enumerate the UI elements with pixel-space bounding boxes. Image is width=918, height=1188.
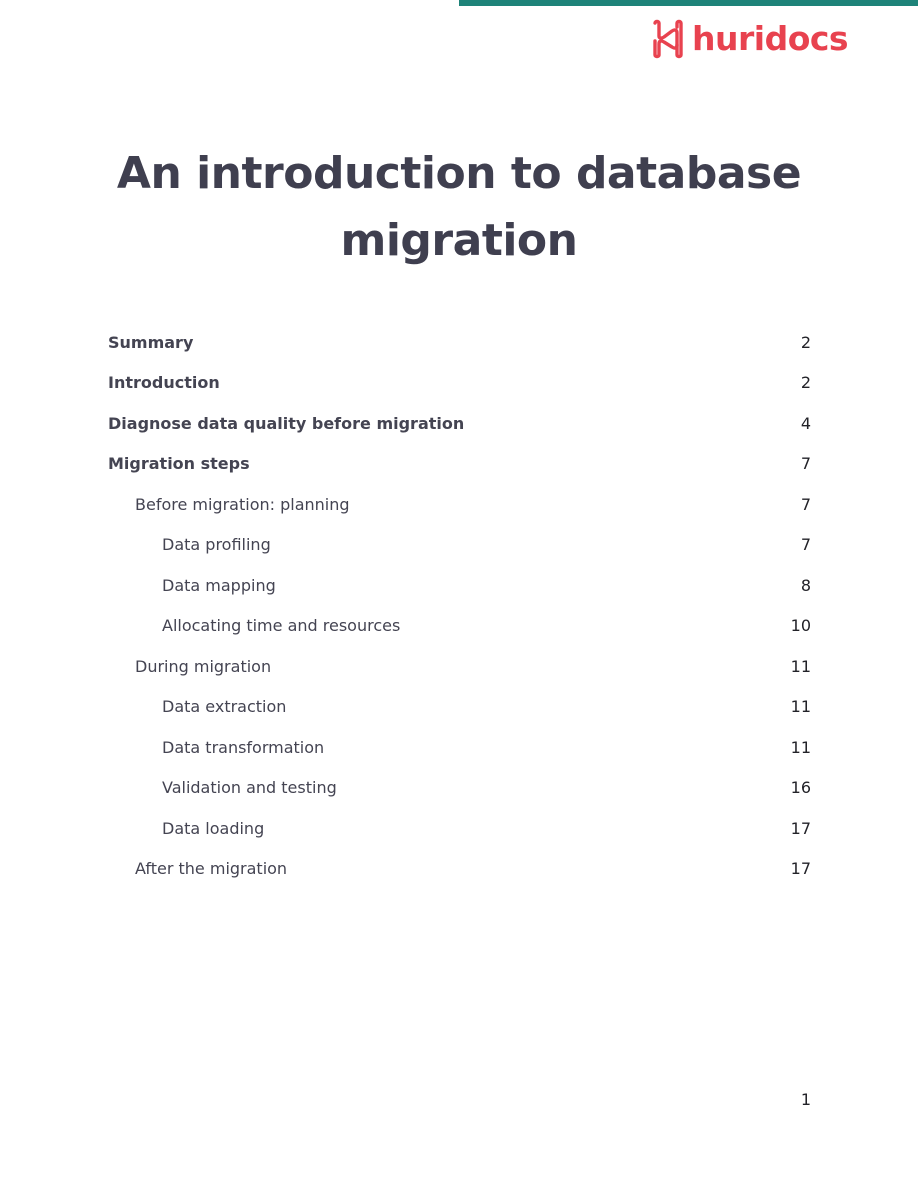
toc-entry-page-number: 16	[790, 778, 811, 798]
toc-entry[interactable]	[108, 687, 811, 728]
toc-entry[interactable]	[108, 322, 811, 363]
toc-entry-label: Data loading	[162, 818, 265, 838]
toc-entry-page-number: 2	[800, 332, 811, 352]
toc-entry-page-number: 17	[790, 818, 811, 838]
toc-entry-label: Data transformation	[162, 737, 325, 757]
toc-entry[interactable]	[108, 727, 811, 768]
toc-entry-label: After the migration	[135, 859, 288, 879]
toc-entry-page-number: 11	[790, 697, 811, 717]
toc-entry[interactable]	[108, 606, 811, 647]
toc-entry-page-number: 11	[790, 656, 811, 676]
toc-entry[interactable]	[108, 646, 811, 687]
table-of-contents	[108, 322, 811, 889]
toc-entry-label: Diagnose data quality before migration	[108, 413, 465, 433]
toc-entry-page-number: 2	[800, 373, 811, 393]
toc-entry-page-number: 10	[790, 616, 811, 636]
toc-entry-label: Data profiling	[162, 535, 271, 555]
brand-logo[interactable]	[650, 18, 848, 60]
toc-entry-page-number: 7	[800, 454, 811, 474]
toc-entry-page-number: 7	[800, 494, 811, 514]
toc-entry-page-number: 8	[800, 575, 811, 595]
toc-entry[interactable]	[108, 525, 811, 566]
toc-entry[interactable]	[108, 565, 811, 606]
toc-entry[interactable]	[108, 403, 811, 444]
toc-entry-label: Introduction	[108, 373, 220, 393]
toc-entry[interactable]	[108, 808, 811, 849]
toc-entry-page-number: 4	[800, 413, 811, 433]
toc-entry-label: During migration	[135, 656, 272, 676]
page-number: 1	[800, 1090, 811, 1109]
toc-entry[interactable]	[108, 363, 811, 404]
brand-name: huridocs	[692, 19, 849, 58]
toc-entry[interactable]	[108, 444, 811, 485]
toc-entry-label: Validation and testing	[162, 778, 337, 798]
toc-entry-label: Before migration: planning	[135, 494, 350, 514]
toc-entry-page-number: 11	[790, 737, 811, 757]
toc-entry-page-number: 17	[790, 859, 811, 879]
toc-entry[interactable]	[108, 849, 811, 890]
toc-entry-page-number: 7	[800, 535, 811, 555]
toc-entry[interactable]	[108, 768, 811, 809]
toc-entry-label: Data extraction	[162, 697, 287, 717]
toc-entry-label: Summary	[108, 332, 194, 352]
toc-entry-label: Allocating time and resources	[162, 616, 401, 636]
huridocs-h-mark-icon	[650, 19, 686, 59]
toc-entry-label: Migration steps	[108, 454, 250, 474]
toc-entry[interactable]	[108, 484, 811, 525]
accent-bar	[459, 0, 918, 6]
toc-entry-label: Data mapping	[162, 575, 276, 595]
document-title: An introduction to database migration	[116, 148, 802, 266]
